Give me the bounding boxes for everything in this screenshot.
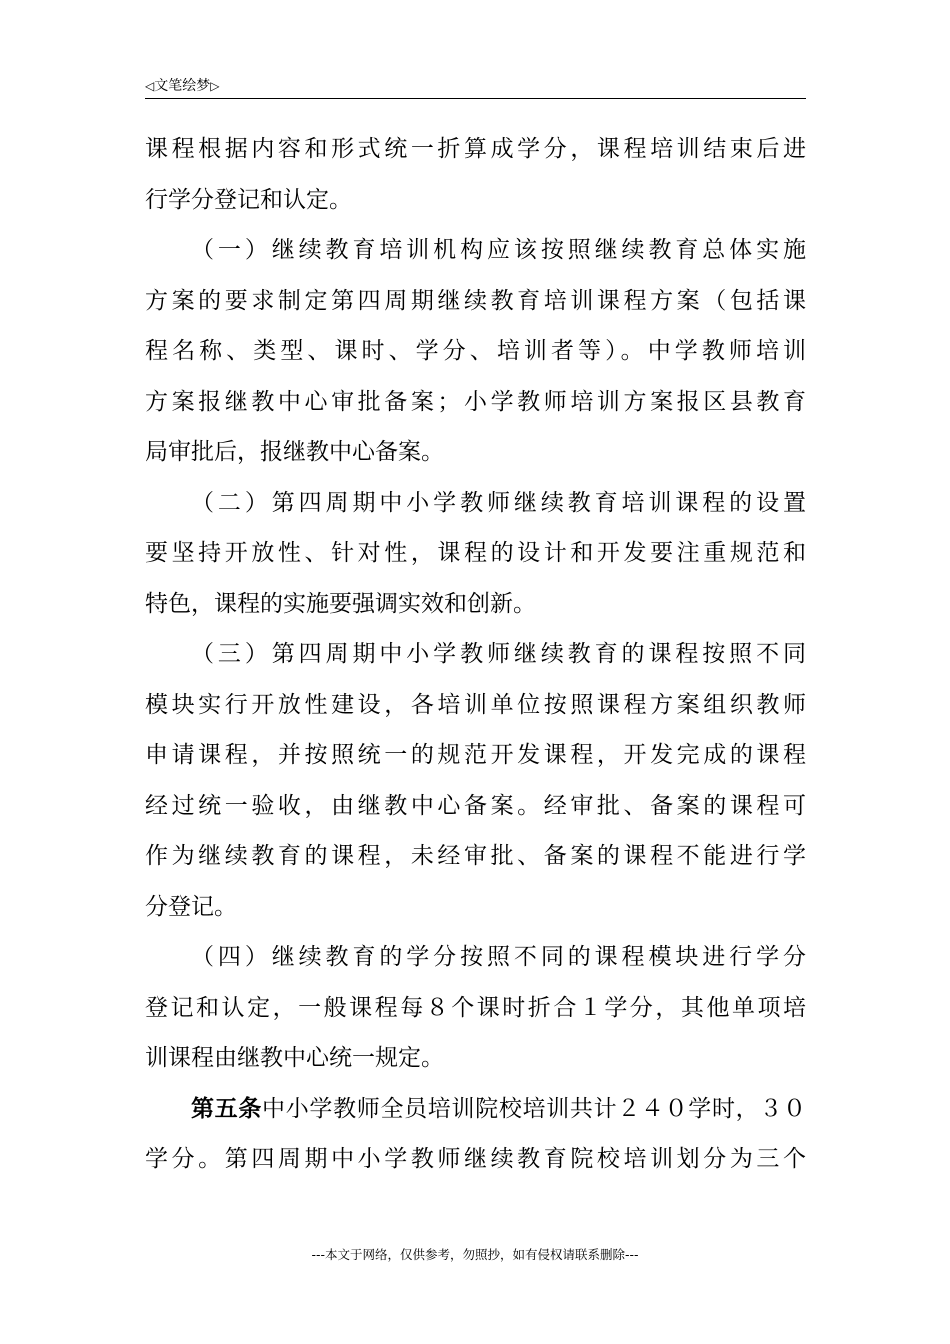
text-line: 局审批后，报继教中心备案。: [145, 439, 444, 465]
paragraph-4-start: （四）继续教育的学分按照不同的课程模块进行学分: [191, 944, 806, 970]
text-line: 经过统一验收，由继教中心备案。经审批、备案的课程可: [145, 792, 806, 819]
text-line: 学分。第四周期中小学教师继续教育院校培训划分为三个: [145, 1146, 806, 1172]
text-line: 方案报继教中心审批备案；小学教师培训方案报区县教育: [145, 388, 806, 415]
text-line: 模块实行开放性建设，各培训单位按照课程方案组织教师: [145, 691, 806, 718]
text-line: 程名称、类型、课时、学分、培训者等）。中学教师培训: [145, 338, 806, 364]
article-5-text: 中小学教师全员培训院校培训共计２４０学时，３０: [262, 1095, 807, 1122]
text-line: 作为继续教育的课程，未经审批、备案的课程不能进行学: [145, 843, 806, 869]
article-label: 第五条: [191, 1095, 263, 1122]
text-line: 分登记。: [145, 893, 237, 920]
paragraph-2-start: （二）第四周期中小学教师继续教育培训课程的设置: [191, 489, 806, 516]
text-line: 登记和认定，一般课程每８个课时折合１学分，其他单项培: [145, 994, 806, 1021]
left-triangle-icon: ◁: [145, 79, 155, 93]
text-line: 训课程由继教中心统一规定。: [145, 1045, 444, 1071]
text-line: 特色，课程的实施要强调实效和创新。: [145, 590, 536, 617]
paragraph-3-start: （三）第四周期中小学教师继续教育的课程按照不同: [191, 641, 806, 667]
text-line: 课程根据内容和形式统一折算成学分，课程培训结束后进: [145, 136, 806, 162]
page-header: [145, 76, 806, 99]
text-line: 方案的要求制定第四周期继续教育培训课程方案（包括课: [145, 287, 806, 314]
text-line: 行学分登记和认定。: [145, 186, 352, 213]
text-line: 要坚持开放性、针对性，课程的设计和开发要注重规范和: [145, 540, 806, 566]
document-body: [145, 124, 806, 1185]
paragraph-1-start: （一）继续教育培训机构应该按照继续教育总体实施: [191, 237, 806, 263]
article-5-line: [145, 1084, 806, 1135]
footer-notice: ---本文于网络，仅供参考，勿照抄，如有侵权请联系删除---: [311, 1247, 639, 1262]
right-triangle-icon: ▷: [210, 79, 220, 93]
header-title: 文笔绘梦: [154, 78, 211, 94]
text-line: 申请课程，并按照统一的规范开发课程，开发完成的课程: [145, 742, 806, 768]
